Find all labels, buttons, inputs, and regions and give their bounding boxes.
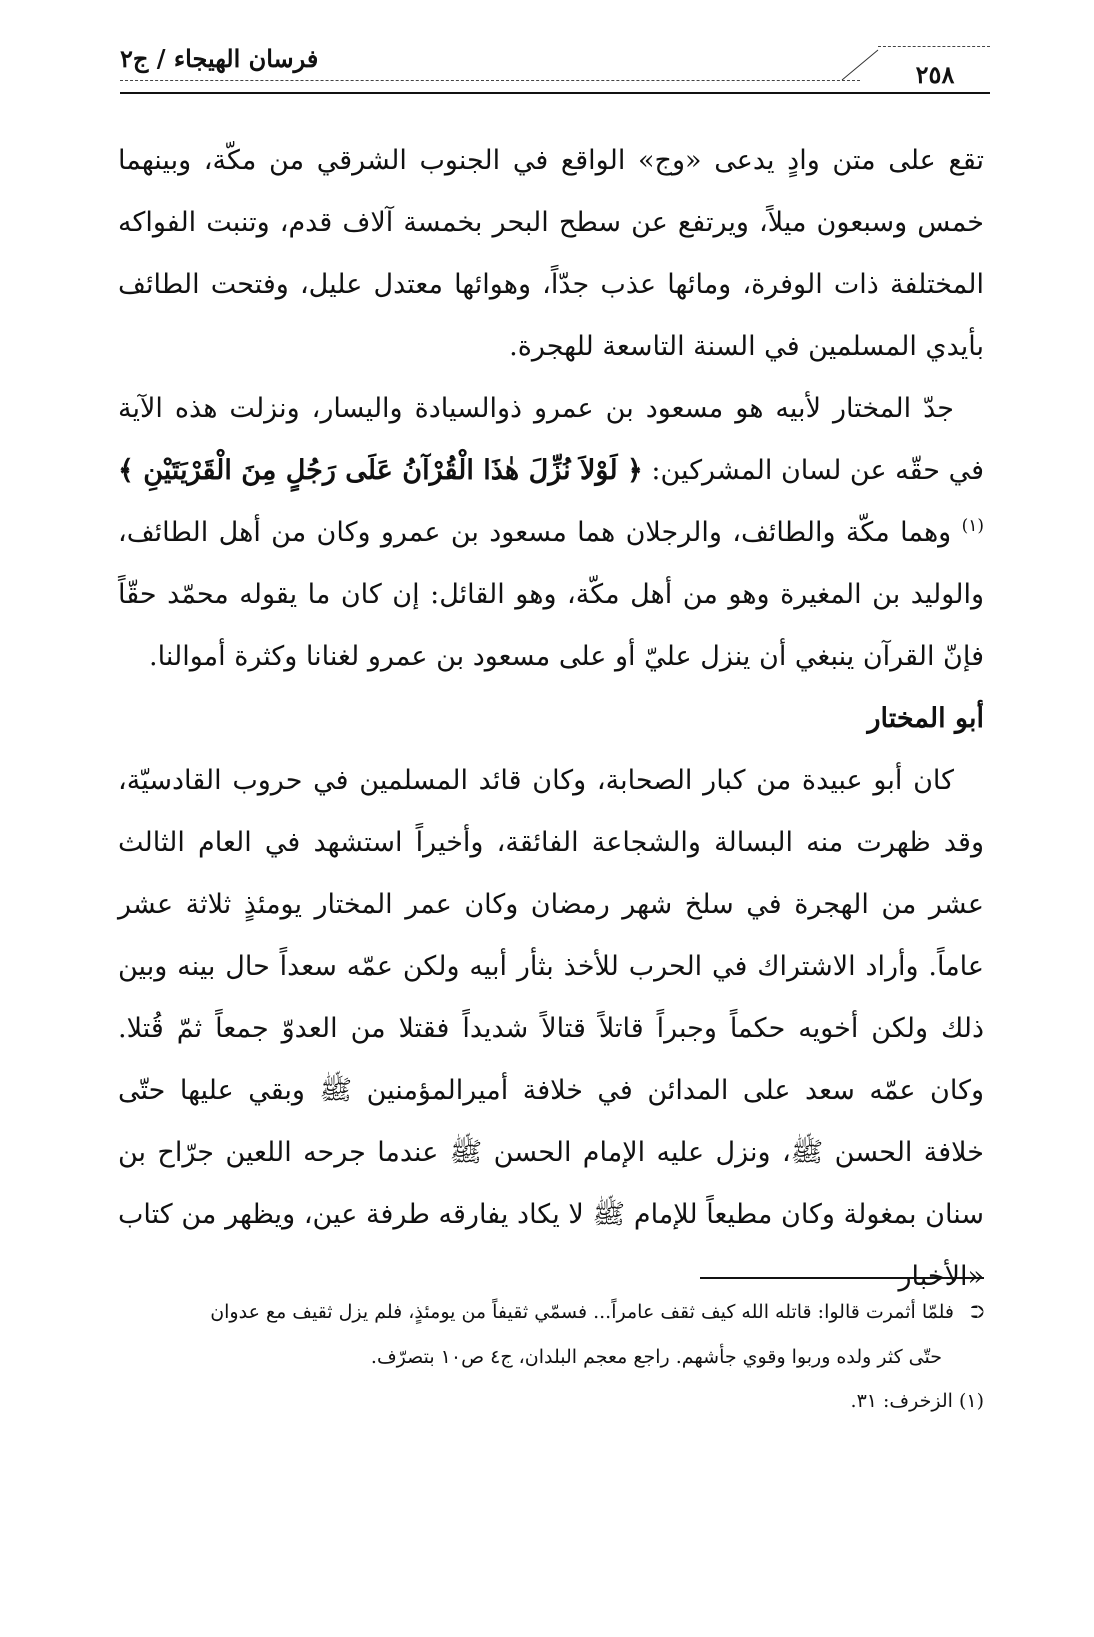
footnote-1-continued: حتّى كثر ولده وربوا وقوي جأشهم. راجع معجم البلدان، ج٤ ص١٠ بتصرّف. bbox=[370, 1346, 942, 1368]
paragraph-abu-ubayda: كان أبو عبيدة من كبار الصحابة، وكان قائد المسلمين في حروب القادسيّة، وقد ظهرت منه البسالة والشجاعة الفائقة، وأخيراً استشهد في العام الثالث عشر من الهجرة في سلخ شهر رمضان وكان عمر المختار يومئذٍ ثلاثة عشر عاماً. وأراد الاشتراك في الحرب للأخذ بثأر أبيه ولكن عمّه سعداً حال بينه وبين ذلك ولكن أخويه حكماً وجبراً قاتلاً قتالاً شديداً فقتلا من العدوّ جمعاً ثمّ قُتلا. وكان عمّه سعد على المدائن في خلافة أميرالمؤمنين ﷺ وبقي عليها حتّى خلافة الحسن ﷺ، ونزل عليه الإمام الحسن ﷺ عندما جرحه اللعين جرّاح بن سنان بمغولة وكان مطيعاً للإمام ﷺ لا يكاد يفارقه طرفة عين، ويظهر من كتاب «الأخبار bbox=[118, 765, 984, 1292]
footnote-text: فلمّا أثمرت قالوا: قاتله الله كيف ثقف عامراً... فسمّي ثقيفاً من يومئذٍ، فلم يزل ثقيف مع عدوان bbox=[210, 1301, 954, 1323]
header-dashed-rule bbox=[120, 80, 860, 81]
footnote-ref: (١) bbox=[961, 516, 984, 536]
footnote-continuation-icon: ⮊ bbox=[970, 1302, 984, 1323]
footnote-separator bbox=[700, 1277, 984, 1279]
footnote-1 bbox=[118, 1290, 984, 1335]
header-ornament-line bbox=[878, 46, 990, 47]
main-text bbox=[118, 130, 984, 1308]
header-ornament-slant bbox=[840, 48, 880, 82]
header-rule bbox=[120, 92, 990, 94]
section-heading: أبو المختار bbox=[867, 703, 984, 734]
quran-verse: ﴿ لَوْلاَ نُزِّلَ هٰذَا الْقُرْآنُ عَلَى رَجُلٍ مِنَ الْقَرْيَتَيْنِ ﴾ bbox=[118, 455, 643, 486]
paragraph-grandfather bbox=[118, 378, 984, 688]
footnote-2: (١) الزخرف: ٣١. bbox=[850, 1390, 984, 1412]
page-number: ٢٥٨ bbox=[915, 60, 955, 89]
paragraph-taif: تقع على متن وادٍ يدعى «وج» الواقع في الجنوب الشرقي من مكّة، وبينهما خمس وسبعون ميلاً، ويرتفع عن سطح البحر بخمسة آلاف قدم، وتنبت الفواكه المختلفة ذات الوفرة، ومائها عذب جدّاً، وهوائها معتدل عليل، وفتحت الطائف بأيدي المسلمين في السنة التاسعة للهجرة. bbox=[118, 145, 984, 362]
running-title: فرسان الهيجاء / ج٢ bbox=[120, 44, 319, 73]
paragraph-text: جدّ المختار لأبيه هو مسعود بن عمرو ذوالسيادة واليسار، ونزلت هذه الآية في حقّه عن لسان المشركين: bbox=[118, 393, 984, 486]
footnotes bbox=[118, 1290, 984, 1423]
page-header bbox=[120, 40, 990, 100]
paragraph-text: وهما مكّة والطائف، والرجلان هما مسعود بن عمرو وكان من أهل الطائف، والوليد بن المغيرة وهو من أهل مكّة، وهو القائل: إن كان ما يقوله محمّد حقّاً فإنّ القرآن ينبغي أن ينزل عليّ أو على مسعود بن عمرو لغنانا وكثرة أموالنا. bbox=[118, 517, 984, 672]
